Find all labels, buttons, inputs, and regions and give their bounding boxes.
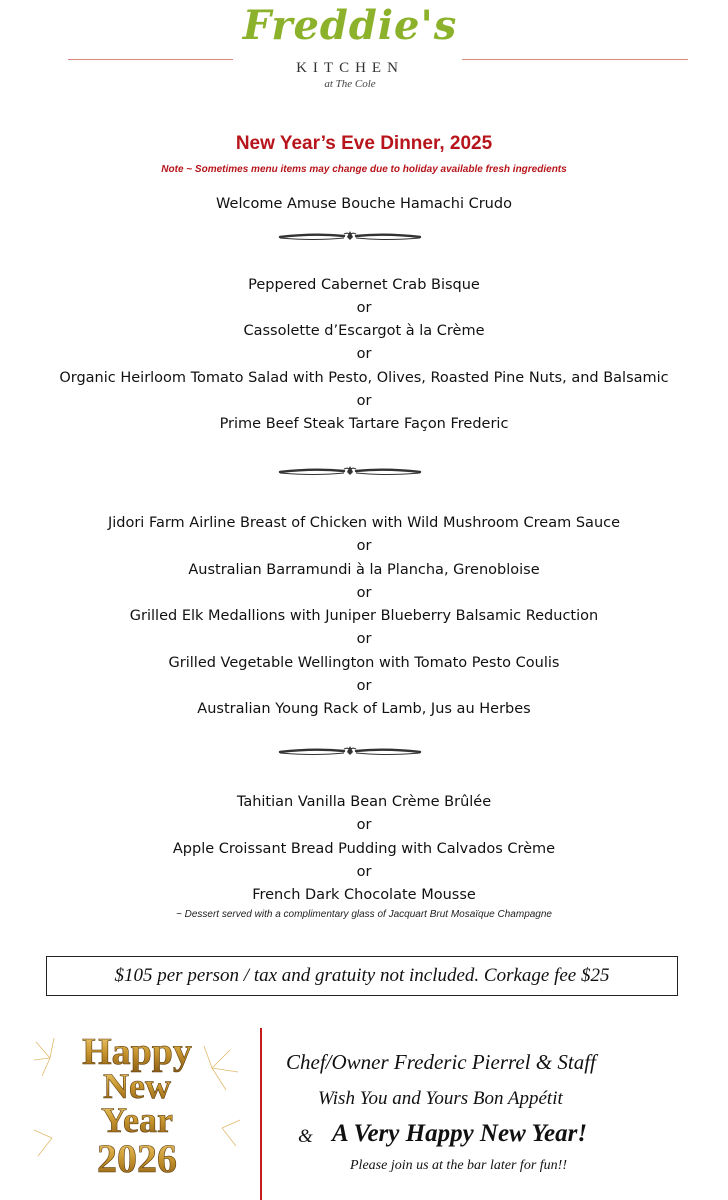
dessert-item: French Dark Chocolate Mousse — [252, 887, 476, 903]
course1-item: Peppered Cabernet Crab Bisque — [248, 277, 480, 293]
hny-new-text: New — [103, 1066, 171, 1106]
or-separator: or — [356, 631, 372, 647]
course2-item: Jidori Farm Airline Breast of Chicken with Wild Mushroom Cream Sauce — [107, 515, 621, 531]
or-separator: or — [356, 300, 372, 316]
or-separator: or — [356, 585, 372, 601]
or-separator: or — [356, 678, 372, 694]
or-separator: or — [356, 538, 372, 554]
course2-item: Australian Barramundi à la Plancha, Grenobloise — [188, 562, 540, 578]
header-rule-left — [68, 59, 233, 60]
ornament-divider-icon — [278, 464, 422, 478]
sig-happy-new-year: A Very Happy New Year! — [332, 1120, 588, 1147]
page-title: New Year’s Eve Dinner, 2025 — [235, 133, 493, 154]
or-separator: or — [356, 817, 372, 833]
ornament-divider-icon — [278, 229, 422, 243]
or-separator: or — [356, 346, 372, 362]
welcome-item: Welcome Amuse Bouche Hamachi Crudo — [216, 196, 512, 212]
course2-item: Grilled Elk Medallions with Juniper Blueberry Balsamic Reduction — [129, 608, 599, 624]
menu-note: Note ~ Sometimes menu items may change due to holiday available fresh ingredients — [161, 164, 567, 175]
sig-ampersand: & — [298, 1126, 313, 1147]
dessert-note: ~ Dessert served with a complimentary glass of Jacquart Brut Mosaïque Champagne — [175, 909, 552, 920]
happy-new-year-graphic — [32, 1028, 242, 1178]
brand-sub: at The Cole — [324, 78, 376, 90]
course2-item: Grilled Vegetable Wellington with Tomato Pesto Coulis — [168, 655, 560, 671]
or-separator: or — [356, 864, 372, 880]
brand-kitchen: KITCHEN — [296, 60, 404, 76]
footer-divider-line — [260, 1028, 262, 1200]
course1-item: Cassolette d’Escargot à la Crème — [243, 323, 485, 339]
hny-happy-text: Happy — [82, 1031, 192, 1073]
sig-wish-line: Wish You and Yours Bon Appétit — [318, 1088, 563, 1109]
ornament-divider-icon — [278, 744, 422, 758]
brand-script: Freddie's — [242, 2, 458, 49]
hny-2026-text: 2026 — [97, 1136, 177, 1178]
sig-chef-line: Chef/Owner Frederic Pierrel & Staff — [286, 1050, 596, 1074]
price-box: $105 per person / tax and gratuity not included. Corkage fee $25 — [46, 956, 678, 996]
course1-item: Organic Heirloom Tomato Salad with Pesto, Olives, Roasted Pine Nuts, and Balsamic — [59, 370, 669, 386]
course1-item: Prime Beef Steak Tartare Façon Frederic — [219, 416, 509, 432]
course2-item: Australian Young Rack of Lamb, Jus au Herbes — [197, 701, 531, 717]
sig-bar-invite: Please join us at the bar later for fun!! — [350, 1158, 567, 1173]
header-rule-right — [462, 59, 688, 60]
hny-year-text: Year — [101, 1100, 173, 1140]
dessert-item: Apple Croissant Bread Pudding with Calvados Crème — [172, 841, 556, 857]
dessert-item: Tahitian Vanilla Bean Crème Brûlée — [236, 794, 492, 810]
or-separator: or — [356, 393, 372, 409]
